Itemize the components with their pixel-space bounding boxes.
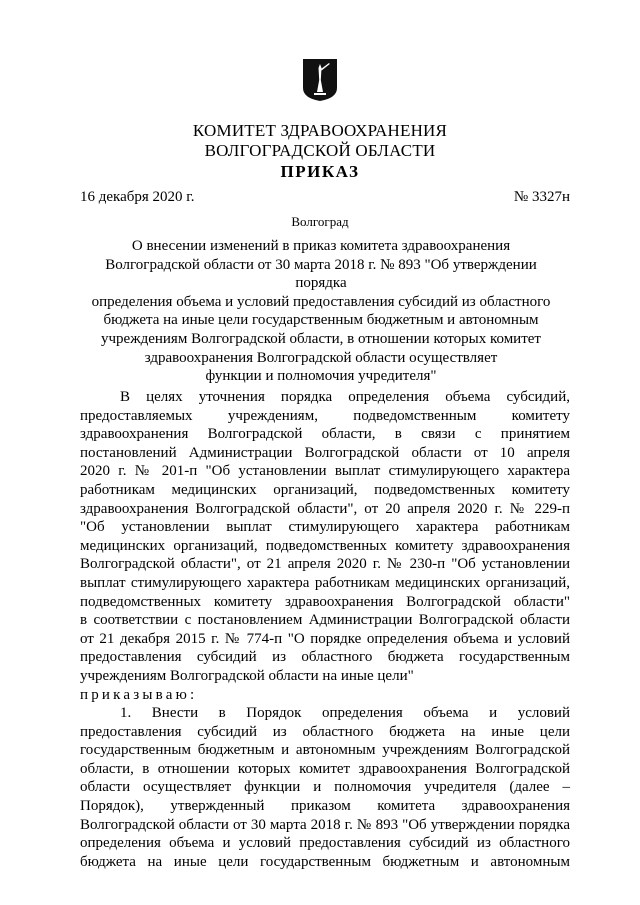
body-line: постановлений Администрации Волгоградской области от 10 апреля [80, 444, 570, 461]
subject-line: функции и полномочия учредителя" [205, 368, 437, 385]
subject-line: учреждениям Волгоградской области, в отношении которых комитет [101, 330, 541, 347]
body-line: подведомственных комитету здравоохранения Волгоградской области" [80, 593, 570, 610]
document-city: Волгоград [291, 214, 349, 229]
organization-name-line1: КОМИТЕТ ЗДРАВООХРАНЕНИЯ [192, 121, 448, 140]
body-line: бюджета на иные цели государственным бюджетным и автономным [80, 853, 570, 870]
organization-name-line2: ВОЛГОГРАДСКОЙ ОБЛАСТИ [204, 141, 436, 160]
body-line: 2020 г. № 201-п "Об установлении выплат стимулирующего характера [80, 463, 570, 480]
clause-1-line: 1. Внести в Порядок определения объема и условий [120, 705, 570, 722]
body-line: в соответствии с постановлением Администрации Волгоградской области [80, 612, 570, 629]
coat-of-arms-icon [302, 58, 338, 102]
body-line: государственным бюджетным и автономным учреждениям Волгоградской [80, 742, 570, 759]
body-line: Волгоградской области от 30 марта 2018 г. № 893 "Об утверждении порядка [80, 816, 570, 833]
body-line: предоставления субсидий из областного бюджета на иные цели [80, 723, 570, 740]
subject-line: О внесении изменений в приказ комитета здравоохранения [131, 238, 511, 254]
body-line: Порядок), утвержденный приказом комитета здравоохранения [80, 798, 570, 815]
body-line: здравоохранения Волгоградской области, в связи с принятием [80, 426, 570, 443]
subject-line: Волгоградской области от 30 марта 2018 г. № 893 "Об утверждении порядка [105, 256, 537, 292]
body-line: работникам медицинских организаций, подведомственных комитету [80, 481, 570, 498]
body-line: медицинских организаций, подведомственных комитету здравоохранения [80, 537, 570, 554]
body-line: "Об установлении выплат стимулирующего характера работникам [80, 519, 570, 536]
subject-line: определения объема и условий предоставления субсидий из областного [91, 293, 551, 310]
body-line: области осуществляет функции и полномочия учредителя (далее – [80, 779, 570, 796]
body-line: от 21 декабря 2015 г. № 774-п "О порядке определения объема и условий [80, 630, 570, 647]
body-line: предоставления субсидий из областного бюджета государственным [80, 649, 570, 666]
body-line: выплат стимулирующего характера работникам медицинских организаций, [80, 574, 570, 591]
body-line: учреждениям Волгоградской области на иные цели" [80, 667, 414, 684]
decree-word: приказываю: [80, 686, 198, 703]
body-line: В целях уточнения порядка определения объема субсидий, [120, 389, 570, 405]
subject-line: бюджета на иные цели государственным бюджетным и автономным [103, 312, 539, 329]
body-line: определения объема и условий предоставления субсидий из областного [80, 835, 570, 852]
document-type-title: ПРИКАЗ [280, 162, 360, 181]
document-number: № 3327н [513, 189, 570, 205]
document-body [80, 388, 570, 871]
document-date: 16 декабря 2020 г. [80, 189, 195, 205]
body-line: области, в отношении которых комитет здравоохранения Волгоградской [80, 760, 570, 777]
body-line: здравоохранения Волгоградской области", от 20 апреля 2020 г. № 229-п [80, 500, 570, 517]
body-line: Волгоградской области", от 21 апреля 2020 г. № 230-п "Об установлении [80, 556, 570, 573]
subject-line: здравоохранения Волгоградской области осуществляет [144, 349, 498, 366]
body-line: предоставляемых учреждениям, подведомственным комитету [80, 407, 570, 424]
document-subject [80, 237, 562, 386]
